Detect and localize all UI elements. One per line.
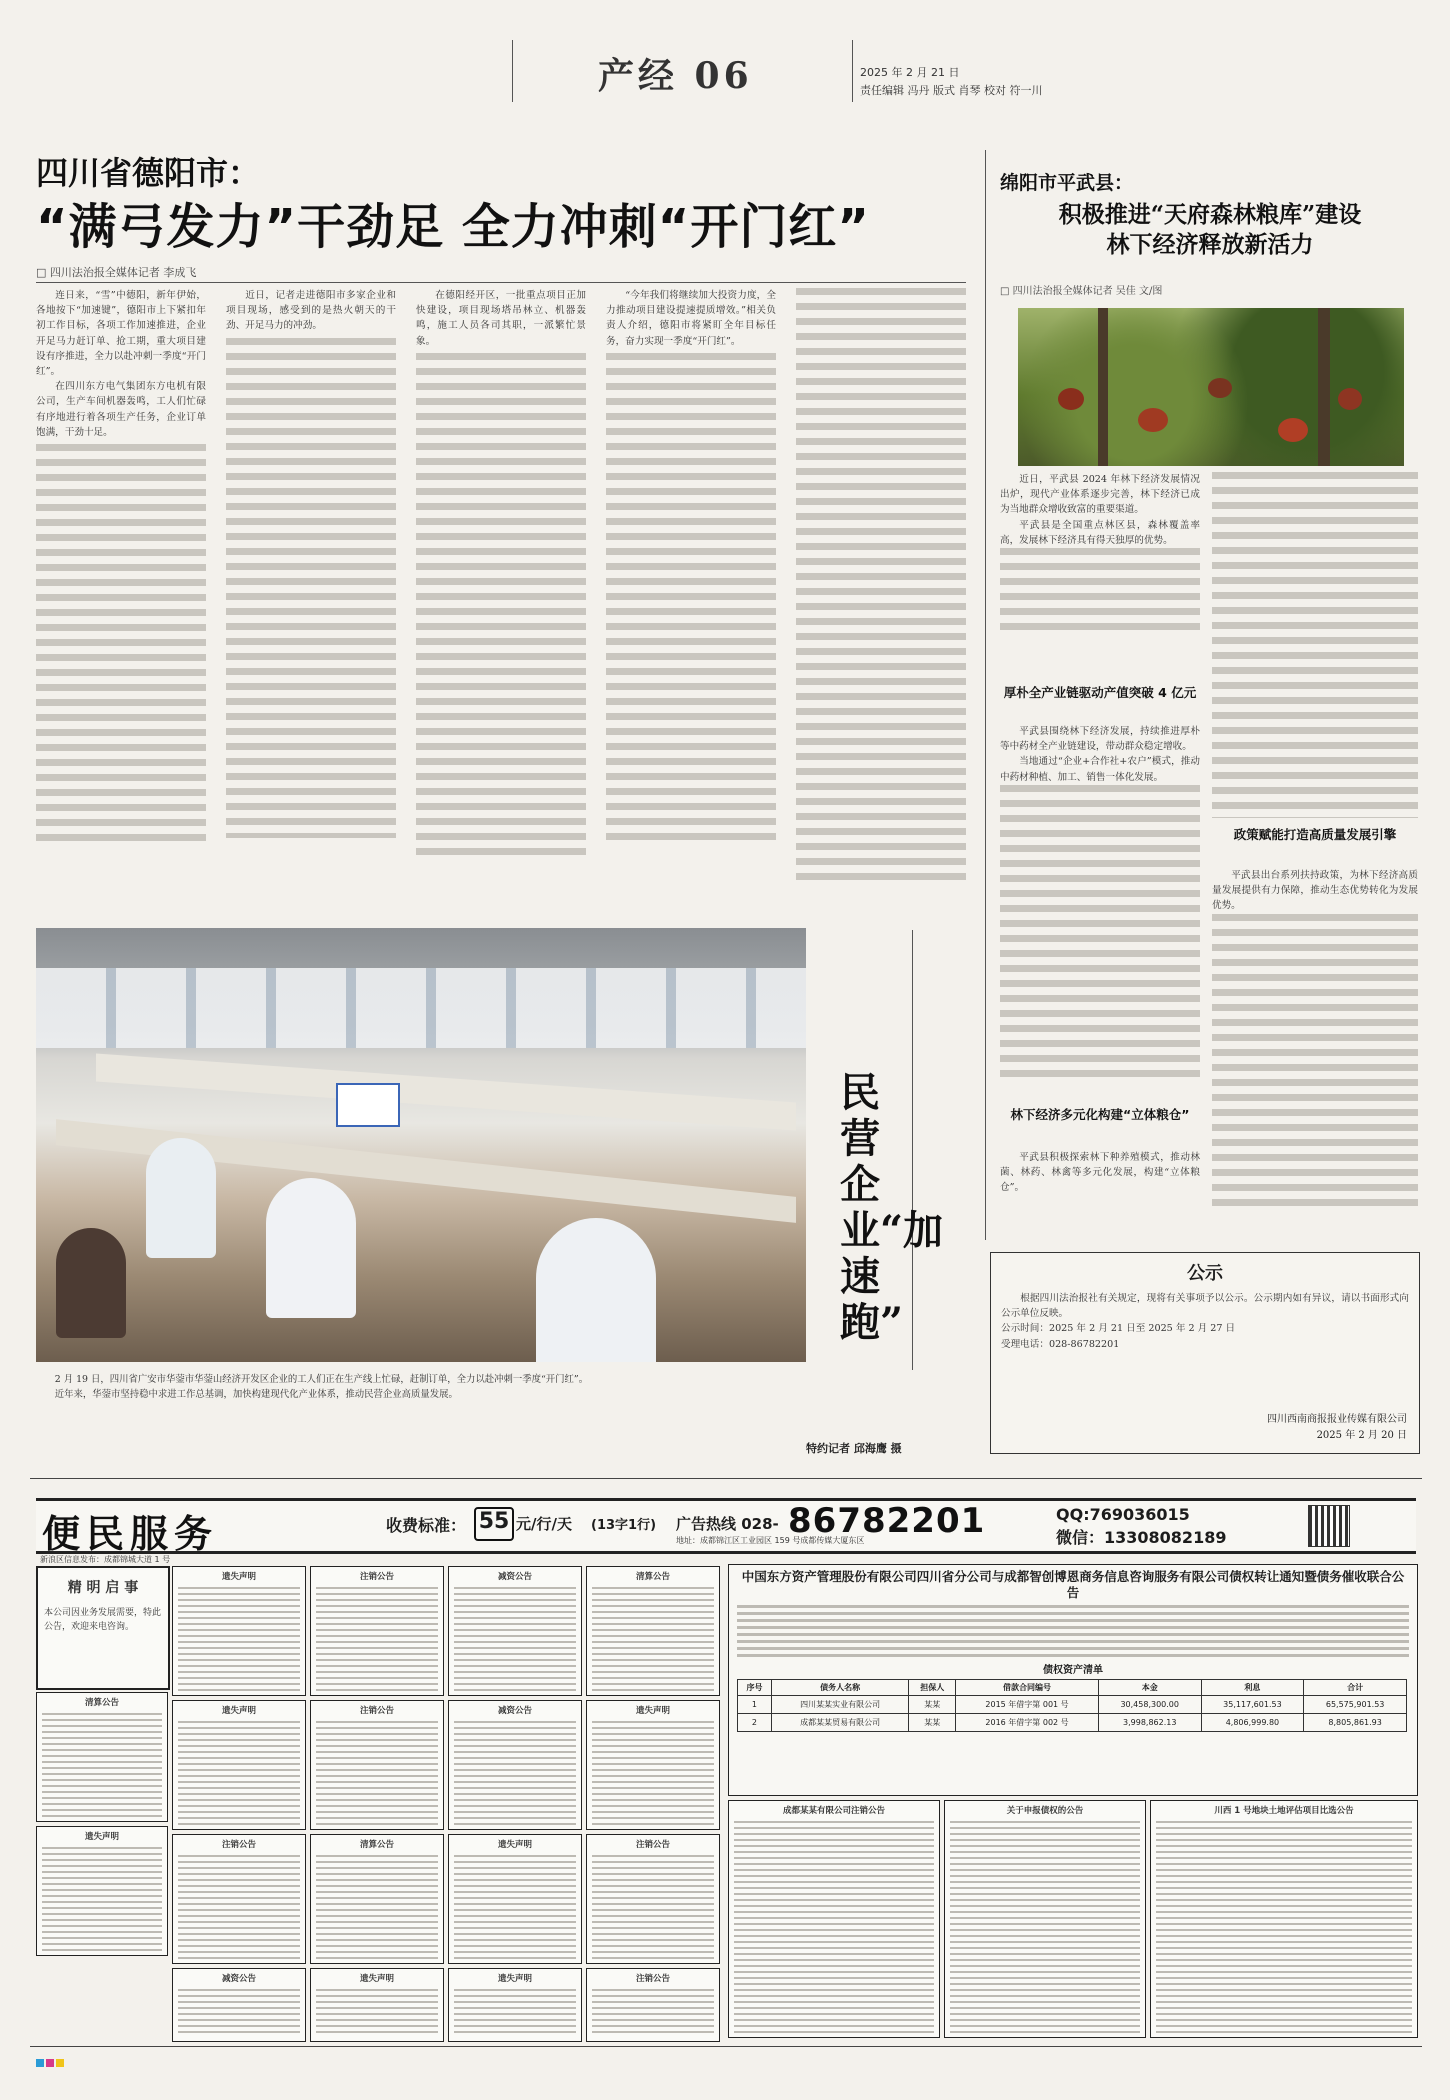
hotline-number: 86782201 bbox=[788, 1501, 986, 1541]
ad-text-lines bbox=[592, 1587, 714, 1691]
subhead-2-text: 林下经济多元化构建“立体粮仓” bbox=[1010, 1107, 1190, 1122]
text-filler bbox=[226, 338, 396, 838]
classified-ad-title: 注销公告 bbox=[635, 1974, 670, 1984]
notice-line: 受理电话：028-86782201 bbox=[1001, 1338, 1120, 1350]
lower-announcement bbox=[728, 1800, 940, 2038]
asset-table bbox=[737, 1679, 1407, 1732]
rate-note: (13字1行) bbox=[591, 1518, 657, 1533]
classified-ad bbox=[172, 1566, 306, 1696]
asset-table-cell: 四川某某实业有限公司 bbox=[771, 1696, 908, 1714]
asset-table-cell: 30,458,300.00 bbox=[1098, 1696, 1201, 1714]
asset-table-cell: 2015 年借字第 001 号 bbox=[956, 1696, 1099, 1714]
ad-text-lines bbox=[734, 1821, 934, 2033]
classified-address: 地址：成都锦江区工业园区 159 号成都传媒大厦东区 bbox=[676, 1536, 865, 1545]
asset-table-title: 债权资产清单 bbox=[1043, 1665, 1103, 1676]
ad-text-lines bbox=[1156, 1821, 1412, 2033]
classified-ad bbox=[448, 1700, 582, 1830]
ad-text-lines bbox=[454, 1989, 576, 2037]
lead-byline-rule bbox=[36, 282, 966, 283]
asset-table-row bbox=[738, 1696, 1407, 1714]
lower-announcement-title: 川西 1 号地块土地评估项目比选公告 bbox=[1214, 1806, 1354, 1816]
classified-ad bbox=[586, 1566, 720, 1696]
ad-text-lines bbox=[316, 1721, 438, 1825]
classified-ad bbox=[586, 1968, 720, 2042]
classified-ad bbox=[586, 1700, 720, 1830]
text-filler bbox=[1212, 914, 1418, 1214]
side-title-rule bbox=[912, 930, 913, 1370]
classified-ad-title: 遗失声明 bbox=[84, 1832, 119, 1842]
hotline-label: 广告热线 028- bbox=[676, 1515, 779, 1533]
asset-table-header: 担保人 bbox=[909, 1680, 956, 1696]
classified-ad-title: 遗失声明 bbox=[359, 1974, 394, 1984]
subhead-2 bbox=[1000, 1106, 1200, 1124]
asset-table-header: 合计 bbox=[1304, 1680, 1407, 1696]
classified-ad bbox=[172, 1968, 306, 2042]
classified-ad-title: 清算公告 bbox=[635, 1572, 670, 1582]
notice-title: 公示 bbox=[1187, 1263, 1223, 1284]
right-headline-line-2: 林下经济释放新活力 bbox=[1106, 231, 1314, 258]
right-column-1a bbox=[1000, 472, 1200, 672]
classified-ad-title: 减资公告 bbox=[221, 1974, 256, 1984]
right-paragraph: 平武县出台系列扶持政策，为林下经济高质量发展提供有力保障，推动生态优势转化为发展优势。 bbox=[1212, 870, 1418, 912]
subhead-3-text: 政策赋能打造高质量发展引擎 bbox=[1233, 827, 1397, 842]
classified-ad-title: 遗失声明 bbox=[221, 1572, 256, 1582]
factory-photo bbox=[36, 928, 806, 1362]
lead-column-3 bbox=[416, 288, 586, 888]
classified-ad bbox=[310, 1700, 444, 1830]
asset-table-cell: 4,806,999.80 bbox=[1201, 1714, 1304, 1732]
classified-ad bbox=[36, 1826, 168, 1956]
classified-ad-title: 注销公告 bbox=[359, 1572, 394, 1582]
classified-ad-title: 清算公告 bbox=[84, 1698, 119, 1708]
tree-trunk bbox=[1098, 308, 1108, 466]
lead-paragraph: 近日，记者走进德阳市多家企业和项目现场，感受到的是热火朝天的干劲、开足马力的冲劲。 bbox=[226, 290, 396, 332]
text-filler bbox=[1000, 785, 1200, 1085]
ad-text-lines bbox=[316, 1989, 438, 2037]
lower-announcement-title: 成都某某有限公司注销公告 bbox=[782, 1806, 885, 1816]
color-registration-mark bbox=[36, 2052, 66, 2060]
asset-table-cell: 成都某某贸易有限公司 bbox=[771, 1714, 908, 1732]
asset-table-cell: 3,998,862.13 bbox=[1098, 1714, 1201, 1732]
lead-column-2 bbox=[226, 288, 396, 888]
classified-ad-title: 清算公告 bbox=[359, 1840, 394, 1850]
worker-figure bbox=[266, 1178, 356, 1318]
right-byline: □ 四川法治报全媒体记者 吴佳 文/图 bbox=[1000, 286, 1163, 297]
classified-ad bbox=[448, 1834, 582, 1964]
notice-body: 根据四川法治报社有关规定，现将有关事项予以公示。公示期内如有异议，请以书面形式向公示单位反映。 bbox=[1001, 1293, 1409, 1320]
classified-ad-title: 遗失声明 bbox=[635, 1706, 670, 1716]
classified-wechat: 微信：13308082189 bbox=[1056, 1528, 1227, 1547]
feature-ad-text: 本公司因业务发展需要，特此公告，欢迎来电咨询。 bbox=[44, 1608, 162, 1632]
asset-table-cell: 2 bbox=[738, 1714, 772, 1732]
right-paragraph: 平武县积极探索林下种养殖模式，推动林菌、林药、林禽等多元化发展，构建“立体粮仓”。 bbox=[1000, 1152, 1200, 1194]
lead-paragraph: 在德阳经开区，一批重点项目正加快建设，项目现场塔吊林立、机器轰鸣，施工人员各司其职，一派繁忙景象。 bbox=[416, 290, 586, 347]
chicken bbox=[1208, 378, 1232, 398]
caption-text: 2 月 19 日，四川省广安市华蓥市华蓥山经济开发区企业的工人们正在生产线上忙碌，赶制订单，全力以赴冲刺一季度“开门红”。 bbox=[54, 1374, 589, 1385]
ad-text-lines bbox=[42, 1713, 162, 1817]
notice-signature: 四川西南商报报业传媒有限公司 bbox=[1267, 1414, 1407, 1425]
classified-ad-title: 遗失声明 bbox=[497, 1974, 532, 1984]
classified-subheader: 新浪区信息发布：成都锦城大道 1 号 bbox=[40, 1555, 171, 1564]
lead-byline: □ 四川法治报全媒体记者 李成飞 bbox=[36, 266, 197, 279]
classified-ad bbox=[448, 1566, 582, 1696]
issue-date: 2025 年 2 月 21 日 bbox=[860, 66, 960, 79]
ad-text-lines bbox=[454, 1587, 576, 1691]
classified-ad-title: 减资公告 bbox=[497, 1706, 532, 1716]
classified-ad bbox=[310, 1566, 444, 1696]
tree-trunk bbox=[1318, 308, 1330, 466]
ad-text-lines bbox=[316, 1855, 438, 1959]
asset-table-cell: 1 bbox=[738, 1696, 772, 1714]
notice-box bbox=[990, 1252, 1420, 1454]
asset-table-header: 借款合同编号 bbox=[956, 1680, 1099, 1696]
asset-table-header: 债务人名称 bbox=[771, 1680, 908, 1696]
classified-ad-title: 遗失声明 bbox=[497, 1840, 532, 1850]
masthead-divider-left bbox=[512, 40, 513, 102]
page-bottom-rule bbox=[30, 2046, 1422, 2047]
notice-line: 公示时间：2025 年 2 月 21 日至 2025 年 2 月 27 日 bbox=[1001, 1323, 1236, 1335]
ad-text-lines bbox=[592, 1989, 714, 2037]
classified-banner bbox=[36, 1498, 1416, 1554]
rate-value: 55 bbox=[474, 1507, 514, 1541]
lead-paragraph: 在四川东方电气集团东方电机有限公司，生产车间机器轰鸣，工人们忙碌有序地进行着各项生产任务，企业订单饱满，干劲十足。 bbox=[36, 381, 206, 438]
ad-text-lines bbox=[454, 1721, 576, 1825]
photo-caption bbox=[36, 1372, 926, 1462]
subhead-3 bbox=[1212, 826, 1418, 844]
ad-text-lines bbox=[592, 1855, 714, 1959]
asset-table-row bbox=[738, 1714, 1407, 1732]
classified-ad-title: 注销公告 bbox=[221, 1840, 256, 1850]
classified-ad bbox=[172, 1700, 306, 1830]
feature-ad-title: 精 明 启 事 bbox=[67, 1580, 139, 1596]
ad-text-lines bbox=[592, 1721, 714, 1825]
classified-ad bbox=[448, 1968, 582, 2042]
subhead-1-text: 厚朴全产业链驱动产值突破 4 亿元 bbox=[1003, 685, 1197, 700]
right-column-1c bbox=[1000, 1150, 1200, 1240]
lead-paragraph: “今年我们将继续加大投资力度，全力推动项目建设提速提质增效。”相关负责人介绍，德阳市将紧盯全年目标任务，奋力实现一季度“开门红”。 bbox=[606, 290, 776, 347]
chicken bbox=[1058, 388, 1084, 410]
text-filler bbox=[606, 353, 776, 843]
editor-credits: 责任编辑 冯丹 版式 肖琴 校对 符一川 bbox=[860, 84, 1043, 97]
right-paragraph: 当地通过“企业+合作社+农户”模式，推动中药材种植、加工、销售一体化发展。 bbox=[1000, 756, 1200, 783]
side-title-text: 民营企业“加速跑” bbox=[840, 1069, 944, 1346]
lower-announcement-title: 关于申报债权的公告 bbox=[1006, 1806, 1084, 1816]
lead-paragraph: 连日来，“雪”中德阳，新年伊始，各地按下“加速键”，德阳市上下紧扣年初工作目标，各项工作加速推进，企业开足马力赶订单、抢工期，重大项目建设有序推进，全力以赴冲刺一季度“开门红”。 bbox=[36, 290, 206, 378]
lead-column-4 bbox=[606, 288, 776, 888]
section-title: 产经 06 bbox=[598, 55, 753, 97]
asset-table-cell: 65,575,901.53 bbox=[1304, 1696, 1407, 1714]
ad-text-lines bbox=[178, 1587, 300, 1691]
photo-credit: 特约记者 邱海鹰 摄 bbox=[806, 1442, 902, 1455]
chicken bbox=[1138, 408, 1168, 432]
lead-kicker: 四川省德阳市： bbox=[36, 154, 261, 192]
classified-ad bbox=[36, 1692, 168, 1822]
debt-announcement bbox=[728, 1564, 1418, 1796]
classified-ad bbox=[586, 1834, 720, 1964]
asset-table-cell: 2016 年借字第 002 号 bbox=[956, 1714, 1099, 1732]
asset-table-header: 序号 bbox=[738, 1680, 772, 1696]
feature-ad-box bbox=[36, 1566, 170, 1690]
text-filler bbox=[1000, 548, 1200, 638]
subhead-1 bbox=[1000, 684, 1200, 702]
classified-brand: 便民服务 bbox=[42, 1512, 219, 1556]
classified-top-rule bbox=[30, 1478, 1422, 1479]
notice-date: 2025 年 2 月 20 日 bbox=[1316, 1430, 1407, 1441]
asset-table-cell: 8,805,861.93 bbox=[1304, 1714, 1407, 1732]
caption-text-2: 近年来，华蓥市坚持稳中求进工作总基调，加快构建现代化产业体系，推动民营企业高质量发展。 bbox=[54, 1389, 458, 1401]
worker-figure bbox=[536, 1218, 656, 1362]
chicken bbox=[1338, 388, 1362, 410]
asset-table-header: 本金 bbox=[1098, 1680, 1201, 1696]
classified-ad bbox=[172, 1834, 306, 1964]
classified-ad-title: 注销公告 bbox=[635, 1840, 670, 1850]
asset-table-header: 利息 bbox=[1201, 1680, 1304, 1696]
worker-figure bbox=[146, 1138, 216, 1258]
machine-display bbox=[336, 1083, 400, 1127]
ad-text-lines bbox=[454, 1855, 576, 1959]
qr-code bbox=[1308, 1505, 1350, 1547]
classified-ad bbox=[310, 1968, 444, 2042]
asset-table-cell: 某某 bbox=[909, 1696, 956, 1714]
right-paragraph: 近日，平武县 2024 年林下经济发展情况出炉，现代产业体系逐步完善，林下经济已成为当地群众增收致富的重要渠道。 bbox=[1000, 474, 1200, 516]
rate-label: 收费标准： bbox=[386, 1516, 467, 1535]
forest-chicken-photo bbox=[1018, 308, 1404, 466]
worker-figure bbox=[56, 1228, 126, 1338]
right-column-1b bbox=[1000, 724, 1200, 1104]
side-title bbox=[840, 1069, 944, 1346]
right-kicker: 绵阳市平武县： bbox=[1000, 172, 1134, 194]
lower-announcement bbox=[944, 1800, 1146, 2038]
notice-body-area bbox=[1001, 1291, 1409, 1377]
lead-column-1 bbox=[36, 288, 206, 888]
right-column-2a bbox=[1212, 472, 1418, 822]
ad-text-lines bbox=[316, 1587, 438, 1691]
lead-column-5 bbox=[796, 288, 966, 888]
text-filler bbox=[1212, 472, 1418, 818]
right-paragraph: 平武县围绕林下经济发展，持续推进厚朴等中药材全产业链建设，带动群众稳定增收。 bbox=[1000, 726, 1200, 753]
masthead-divider-right bbox=[852, 40, 853, 102]
text-filler bbox=[796, 288, 966, 884]
text-filler bbox=[416, 353, 586, 863]
rate-unit: 元/行/天 bbox=[516, 1515, 572, 1533]
right-paragraph: 平武县是全国重点林区县，森林覆盖率高，发展林下经济具有得天独厚的优势。 bbox=[1000, 519, 1200, 546]
ad-text-lines bbox=[178, 1721, 300, 1825]
asset-table-cell: 35,117,601.53 bbox=[1201, 1696, 1304, 1714]
debt-announcement-title: 中国东方资产管理股份有限公司四川省分公司与成都智创博恩商务信息咨询服务有限公司债权转让通知暨债务催收联合公告 bbox=[741, 1569, 1405, 1600]
classified-ad-title: 减资公告 bbox=[497, 1572, 532, 1582]
classified-ad-title: 遗失声明 bbox=[221, 1706, 256, 1716]
ad-text-lines bbox=[950, 1821, 1140, 2033]
ad-text-lines bbox=[42, 1847, 162, 1951]
ad-text-lines bbox=[178, 1855, 300, 1959]
column-divider bbox=[985, 150, 986, 1240]
lower-announcement bbox=[1150, 1800, 1418, 2038]
lead-headline: “满弓发力”干劲足 全力冲刺“开门红” bbox=[36, 199, 870, 255]
classified-qq: QQ:769036015 bbox=[1056, 1505, 1190, 1524]
classified-ad-title: 注销公告 bbox=[359, 1706, 394, 1716]
asset-table-cell: 某某 bbox=[909, 1714, 956, 1732]
text-filler bbox=[36, 444, 206, 844]
announcement-text bbox=[737, 1605, 1409, 1657]
right-headline-line-1: 积极推进“天府森林粮库”建设 bbox=[1058, 201, 1362, 228]
chicken bbox=[1278, 418, 1308, 442]
ad-text-lines bbox=[178, 1989, 300, 2037]
classified-ad bbox=[310, 1834, 444, 1964]
right-column-2b bbox=[1212, 868, 1418, 1240]
